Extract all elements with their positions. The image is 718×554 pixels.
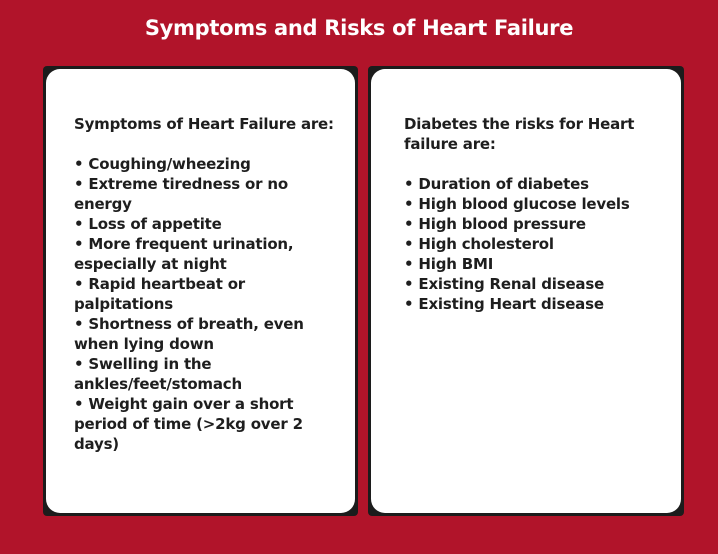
symptom-item: • Loss of appetite bbox=[74, 215, 222, 233]
symptom-item: • Swelling in the ankles/feet/stomach bbox=[74, 355, 242, 393]
risks-heading: Diabetes the risks for Heart failure are: bbox=[404, 115, 635, 153]
symptoms-card bbox=[46, 69, 355, 513]
page-title: Symptoms and Risks of Heart Failure bbox=[144, 16, 574, 40]
symptom-item: • Extreme tiredness or no energy bbox=[74, 175, 288, 213]
risk-item: • Existing Heart disease bbox=[404, 295, 604, 313]
risk-item: • High BMI bbox=[404, 255, 494, 273]
symptoms-heading: Symptoms of Heart Failure are: bbox=[74, 115, 334, 133]
risk-item: • High blood glucose levels bbox=[404, 195, 630, 213]
risk-item: • Existing Renal disease bbox=[404, 275, 605, 293]
symptoms-list bbox=[74, 154, 345, 454]
risk-item: • High blood pressure bbox=[404, 215, 586, 233]
risks-list bbox=[404, 174, 671, 314]
symptoms-card-frame bbox=[43, 66, 358, 516]
symptom-item: • Weight gain over a short period of time (>2kg over 2 days) bbox=[74, 395, 303, 453]
symptom-item: • More frequent urination, especially at night bbox=[74, 235, 294, 273]
symptom-item: • Rapid heartbeat or palpitations bbox=[74, 275, 245, 313]
risk-item: • High cholesterol bbox=[404, 235, 554, 253]
symptom-item: • Shortness of breath, even when lying down bbox=[74, 315, 304, 353]
risks-card-frame bbox=[368, 66, 684, 516]
risks-card bbox=[371, 69, 681, 513]
symptom-item: • Coughing/wheezing bbox=[74, 155, 251, 173]
risk-item: • Duration of diabetes bbox=[404, 175, 589, 193]
